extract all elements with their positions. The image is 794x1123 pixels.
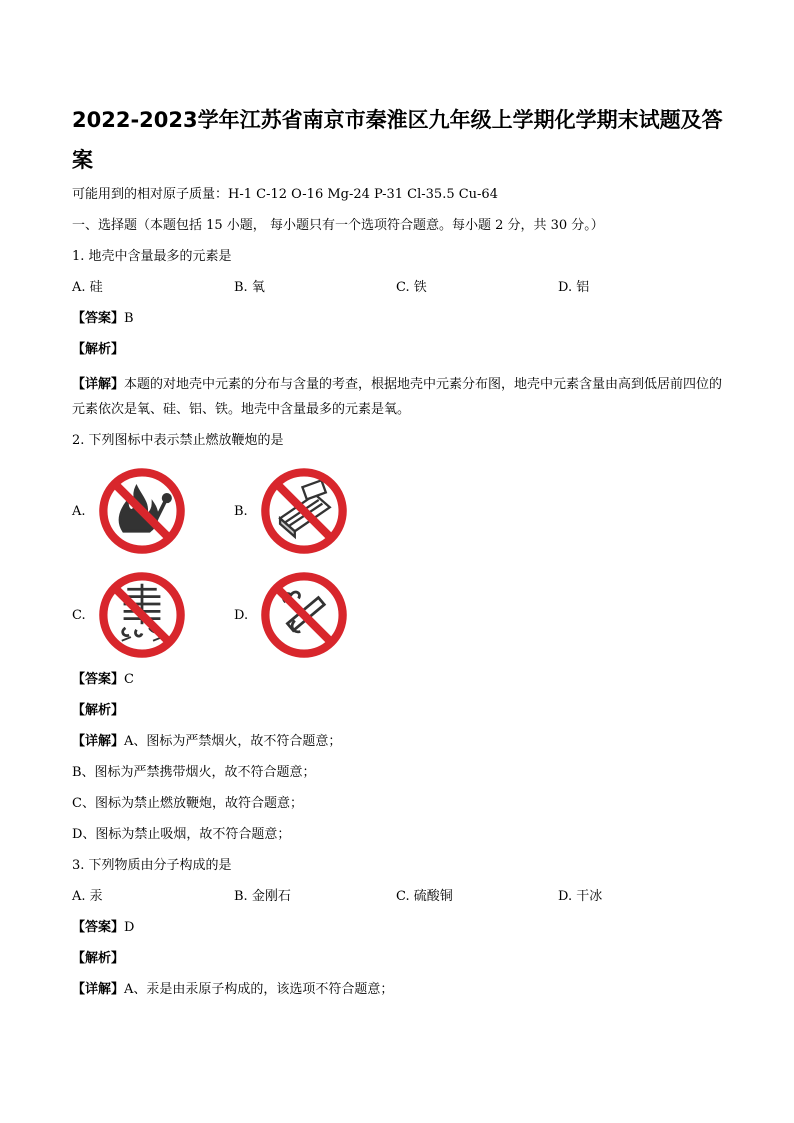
q2-option-a [72, 465, 234, 557]
q2-answer [72, 671, 732, 689]
q2-sign-row-1 [72, 463, 732, 559]
q1-options [72, 279, 732, 297]
q3-analysis-heading: 【解析】 [72, 951, 125, 966]
q2-option-b [234, 465, 396, 557]
q3-answer-value: D [124, 920, 135, 935]
q2-analysis-heading: 【解析】 [72, 703, 125, 718]
no-smoking-icon [258, 569, 350, 661]
q2-option-d [234, 569, 396, 661]
q1-option-c: C. 铁 [396, 280, 427, 295]
q2-detail-a-text: A、图标为严禁烟火，故不符合题意； [124, 734, 342, 749]
q1-analysis-heading: 【解析】 [72, 342, 125, 357]
no-fire-icon [96, 465, 188, 557]
no-firecrackers-icon [96, 569, 188, 661]
q1-option-d: D. 铝 [558, 280, 590, 295]
detail-tag: 【详解】 [72, 734, 125, 749]
q2-answer-value: C [124, 672, 134, 687]
q3-detail-text: A、汞是由汞原子构成的，该选项不符合题意； [124, 982, 394, 997]
q1-stem: 1. 地壳中含量最多的元素是 [72, 249, 232, 264]
q2-detail-b: B、图标为严禁携带烟火，故不符合题意； [72, 765, 316, 780]
page-title: 2022-2023学年江苏省南京市秦淮区九年级上学期化学期末试题及答案 [72, 108, 723, 172]
q3-option-a: A. 汞 [72, 889, 103, 904]
q2-sign-row-2 [72, 567, 732, 663]
detail-tag: 【详解】 [72, 982, 125, 997]
q3-options [72, 888, 732, 906]
q1-option-a: A. 硅 [72, 280, 103, 295]
q2-detail-c: C、图标为禁止燃放鞭炮，故符合题意； [72, 796, 303, 811]
q1-detail [72, 372, 732, 422]
atomic-masses: 可能用到的相对原子质量：H-1 C-12 O-16 Mg-24 P-31 Cl-35.5 Cu-64 [72, 187, 498, 202]
q3-option-b: B. 金刚石 [234, 889, 291, 904]
answer-tag: 【答案】 [72, 920, 125, 935]
answer-tag: 【答案】 [72, 672, 125, 687]
q2-detail-d: D、图标为禁止吸烟，故不符合题意； [72, 827, 291, 842]
q1-detail-text: 本题的对地壳中元素的分布与含量的考查，根据地壳中元素分布图，地壳中元素含量由高到低居前四位的元素依次是氧、硅、铝、铁。地壳中含量最多的元素是氧。 [72, 377, 723, 417]
q3-detail [72, 981, 732, 999]
q1-answer-value: B [124, 311, 134, 326]
document-page [72, 100, 732, 1012]
q2-label-d: D. [234, 607, 249, 623]
q3-answer [72, 919, 732, 937]
detail-tag: 【详解】 [72, 377, 125, 392]
q2-detail-a [72, 733, 732, 751]
q2-label-a: A. [72, 503, 86, 519]
answer-tag: 【答案】 [72, 311, 125, 326]
section-heading: 一、选择题（本题包括 15 小题， 每小题只有一个选项符合题意。每小题 2 分，共 30 分。） [72, 218, 604, 233]
q2-label-c: C. [72, 607, 86, 623]
q3-stem: 3. 下列物质由分子构成的是 [72, 858, 232, 873]
q3-option-d: D. 干冰 [558, 889, 603, 904]
no-matches-icon [258, 465, 350, 557]
q3-option-c: C. 硫酸铜 [396, 889, 453, 904]
q2-stem: 2. 下列图标中表示禁止燃放鞭炮的是 [72, 433, 284, 448]
q2-label-b: B. [234, 503, 248, 519]
q2-option-c [72, 569, 234, 661]
q1-option-b: B. 氧 [234, 280, 265, 295]
q1-answer [72, 310, 732, 328]
